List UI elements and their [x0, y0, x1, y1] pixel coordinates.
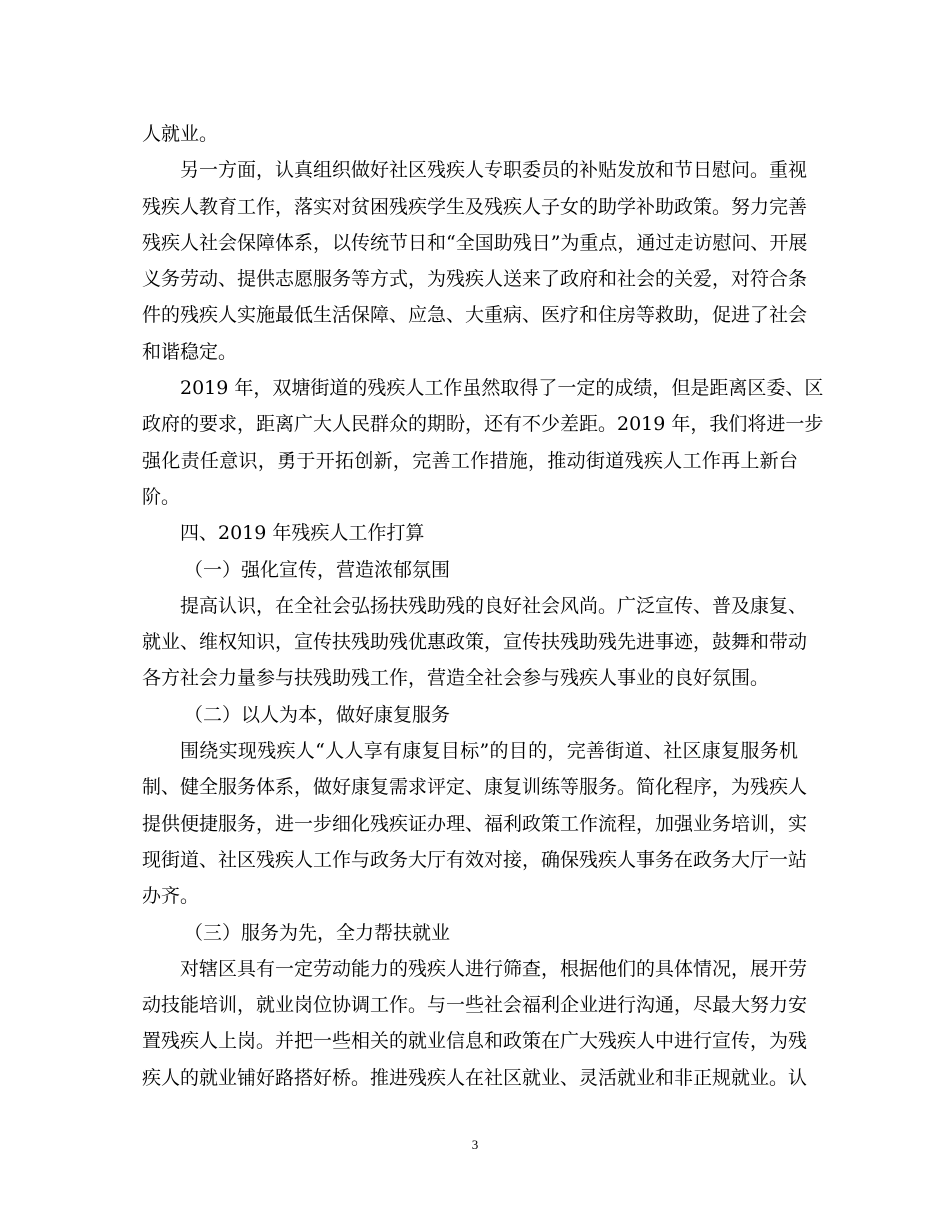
document-body [142, 116, 824, 1096]
text-line: 残疾人社会保障体系，以传统节日和“全国助残日”为重点，通过走访慰问、开展 [142, 231, 808, 254]
text-line: 强化责任意识，勇于开拓创新，完善工作措施，推动街道残疾人工作再上新台 [142, 449, 798, 472]
paragraph-first-line: 围绕实现残疾人“人人享有康复目标”的目的，完善街道、社区康复服务机 [180, 740, 798, 763]
text-line: 置残疾人上岗。并把一些相关的就业信息和政策在广大残疾人中进行宣传，为残 [142, 1030, 808, 1053]
page-number: 3 [471, 1137, 479, 1152]
text-line: 就业、维权知识，宣传扶残助残优惠政策，宣传扶残助残先进事迹，鼓舞和带动 [142, 631, 808, 654]
text-line: 人就业。 [142, 123, 219, 145]
section-heading: 四、2019 年残疾人工作打算 [180, 522, 425, 545]
paragraph-first-line: 另一方面，认真组织做好社区残疾人专职委员的补贴发放和节日慰问。重视 [180, 159, 808, 182]
text-line: 制、健全服务体系，做好康复需求评定、康复训练等服务。简化程序，为残疾人 [142, 776, 808, 799]
text-line: 各方社会力量参与扶残助残工作，营造全社会参与残疾人事业的良好氛围。 [142, 667, 770, 690]
text-line: 义务劳动、提供志愿服务等方式，为残疾人送来了政府和社会的关爱，对符合条 [142, 268, 808, 291]
text-line: 疾人的就业铺好路搭好桥。推进残疾人在社区就业、灵活就业和非正规就业。认 [142, 1066, 808, 1089]
subsection-heading: （一）强化宣传，营造浓郁氛围 [184, 558, 451, 581]
paragraph-first-line: 对辖区具有一定劳动能力的残疾人进行筛查，根据他们的具体情况，展开劳 [180, 957, 808, 980]
text-line: 现街道、社区残疾人工作与政务大厅有效对接，确保残疾人事务在政务大厅一站 [142, 848, 808, 871]
text-line: 动技能培训，就业岗位协调工作。与一些社会福利企业进行沟通，尽最大努力安 [142, 994, 808, 1017]
text-line: 政府的要求，距离广大人民群众的期盼，还有不少差距。2019 年，我们将进一步 [142, 413, 824, 436]
text-line: 提供便捷服务，进一步细化残疾证办理、福利政策工作流程，加强业务培训，实 [142, 812, 808, 835]
subsection-heading: （二）以人为本，做好康复服务 [184, 703, 451, 726]
subsection-heading: （三）服务为先，全力帮扶就业 [184, 921, 451, 944]
paragraph-first-line: 提高认识，在全社会弘扬扶残助残的良好社会风尚。广泛宣传、普及康复、 [180, 594, 808, 617]
text-line: 和谐稳定。 [142, 340, 238, 363]
text-line: 办齐。 [142, 885, 200, 908]
paragraph-first-line: 2019 年，双塘街道的残疾人工作虽然取得了一定的成绩，但是距离区委、区 [180, 377, 824, 400]
text-line: 残疾人教育工作，落实对贫困残疾学生及残疾人子女的助学补助政策。努力完善 [142, 195, 808, 218]
text-line: 阶。 [142, 485, 181, 508]
text-line: 件的残疾人实施最低生活保障、应急、大重病、医疗和住房等救助，促进了社会 [142, 304, 808, 327]
